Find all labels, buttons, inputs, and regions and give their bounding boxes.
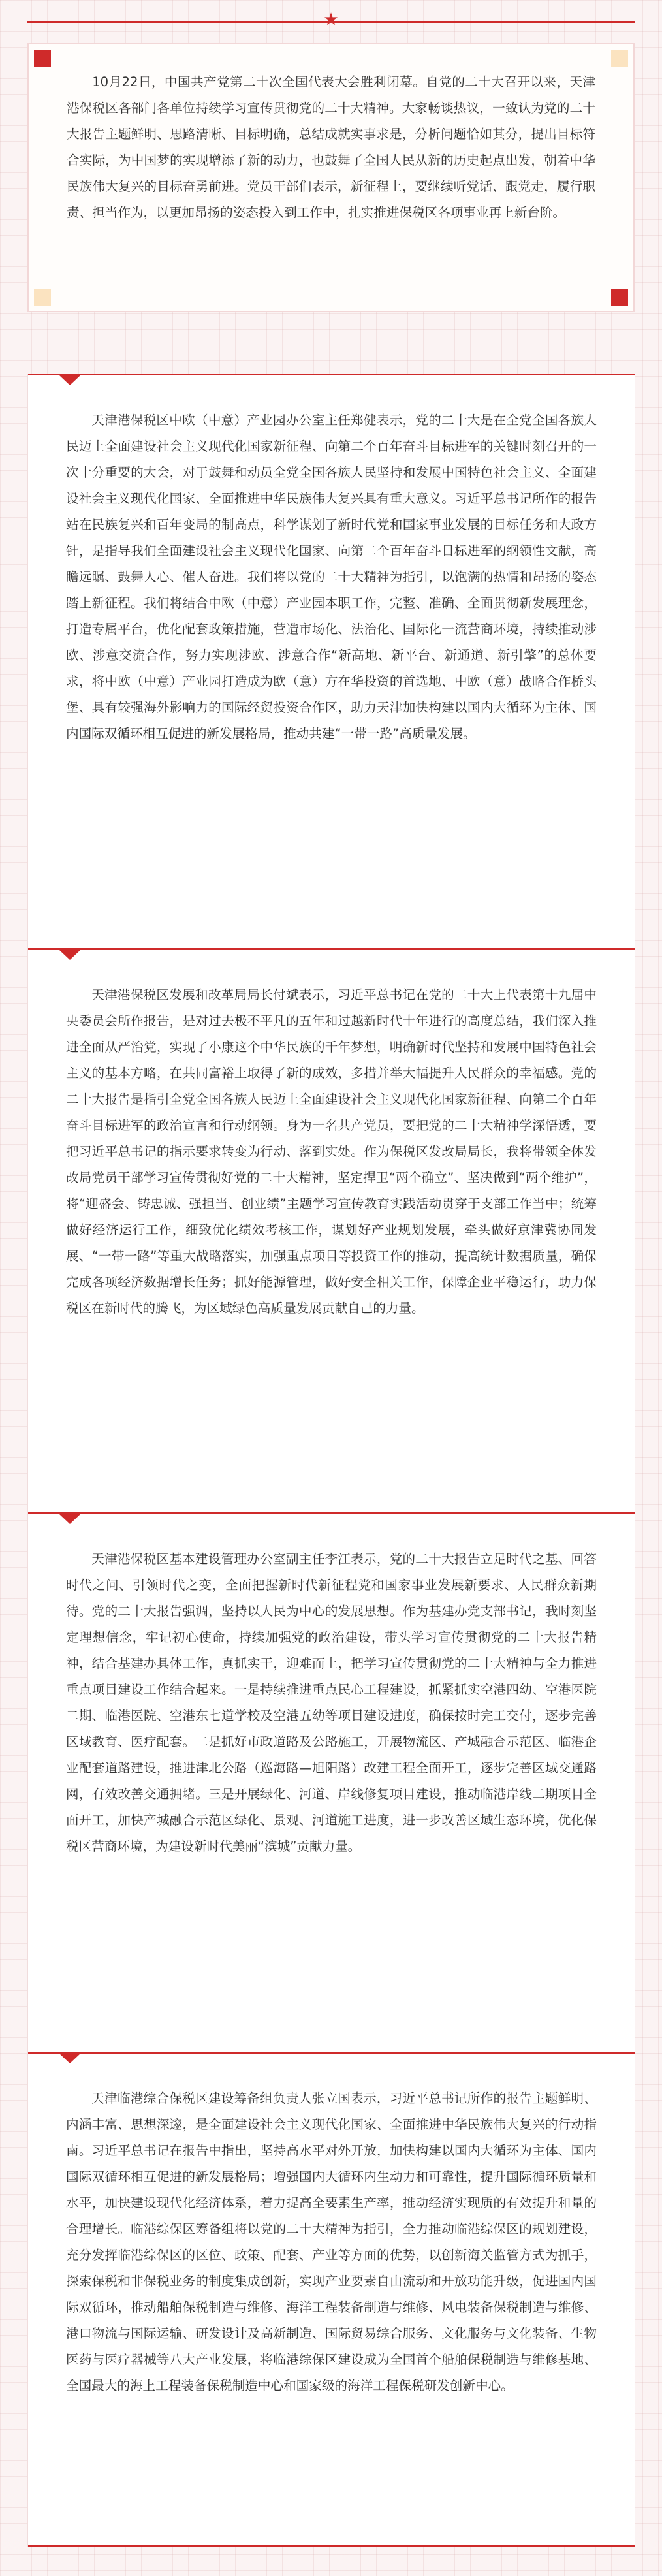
corner-square-bottom-left bbox=[34, 289, 51, 306]
corner-square-bottom-right bbox=[611, 289, 628, 306]
corner-square-top-right bbox=[611, 50, 628, 67]
card-top-bar bbox=[28, 374, 635, 375]
article-card-development-reform-bureau bbox=[27, 948, 635, 1534]
card-notch-marker bbox=[59, 1514, 80, 1524]
article-paragraph: 天津港保税区中欧（中意）产业园办公室主任郑健表示，党的二十大是在全党全国各族人民迈上全面建设社会主义现代化国家新征程、向第二个百年奋斗目标进军的关键时刻召开的一次十分重要的大会，对于鼓舞和动员全党全国各族人民坚持和发展中国特色社会主义、全面建设社会主义现代化国家、全面推进中华民族伟大复兴具有重大意义。习近平总书记所作的报告站在民族复兴和百年变局的制高点，科学谋划了新时代党和国家事业发展的目标任务和大政方针，是指导我们全面建设社会主义现代化国家、向第二个百年奋斗目标进军的纲领性文献，高瞻远瞩、鼓舞人心、催人奋进。我们将以党的二十大精神为指引，以饱满的热情和昂扬的姿态踏上新征程。我们将结合中欧（中意）产业园本职工作，完整、准确、全面贯彻新发展理念，打造专属平台，优化配套政策措施，营造市场化、法治化、国际化一流营商环境，持续推动涉欧、涉意交流合作，努力实现涉欧、涉意合作“新高地、新平台、新通道、新引擎”的总体要求，将中欧（中意）产业园打造成为欧（意）方在华投资的首选地、中欧（意）战略合作桥头堡、具有较强海外影响力的国际经贸投资合作区，助力天津加快构建以国内大循环为主体、国内国际双循环相互促进的新发展格局，推动共建“一带一路”高质量发展。 bbox=[66, 413, 597, 741]
card-notch-marker bbox=[59, 950, 80, 960]
card-bottom-bar bbox=[28, 2545, 635, 2547]
corner-square-top-left bbox=[34, 50, 51, 67]
article-card-infrastructure-office bbox=[27, 1512, 635, 2073]
card-top-bar bbox=[28, 948, 635, 950]
intro-paragraph: 10月22日，中国共产党第二十次全国代表大会胜利闭幕。自党的二十大召开以来，天津港保税区各部门各单位持续学习宣传贯彻党的二十大精神。大家畅谈热议，一致认为党的二十大报告主题鲜明、思路清晰、目标明确，总结成就实事求是，分析问题恰如其分，提出目标符合实际，为中国梦的实现增添了新的动力，也鼓舞了全国人民从新的历史起点出发，朝着中华民族伟大复兴的目标奋勇前进。党员干部们表示，新征程上，要继续听党话、跟党走，履行职责、担当作为，以更加昂扬的姿态投入到工作中，扎实推进保税区各项事业再上新台阶。 bbox=[67, 74, 595, 220]
article-paragraph: 天津港保税区发展和改革局局长付斌表示，习近平总书记在党的二十大上代表第十九届中央委员会所作报告，是对过去极不平凡的五年和过越新时代十年进行的高度总结，我们深入推进全面从严治党，实现了小康这个中华民族的千年梦想，明确新时代坚持和发展中国特色社会主义的基本方略，在共同富裕上取得了新的成效，多措并举大幅提升人民群众的幸福感。党的二十大报告是指引全党全国各族人民迈上全面建设社会主义现代化国家新征程、向第二个百年奋斗目标进军的政治宣言和行动纲领。身为一名共产党员，要把党的二十大精神学深悟透，要把习近平总书记的指示要求转变为行动、落到实处。作为保税区发改局局长，我将带领全体发改局党员干部学习宣传贯彻好党的二十大精神，坚定捍卫“两个确立”、坚决做到“两个维护”，将“迎盛会、铸忠诚、强担当、创业绩”主题学习宣传教育实践活动贯穿于支部工作当中；统筹做好经济运行工作，细致优化绩效考核工作，谋划好产业规划发展，牵头做好京津冀协同发展、“一带一路”等重大战略落实，加强重点项目等投资工作的推动，提高统计数据质量，确保完成各项经济数据增长任务；抓好能源管理，做好安全相关工作，保障企业平稳运行，助力保税区在新时代的腾飞，为区域绿色高质量发展贡献自己的力量。 bbox=[66, 987, 597, 1316]
star-icon: ★ bbox=[323, 10, 339, 29]
article-card-lingang-bonded-zone bbox=[27, 2052, 635, 2547]
card-top-bar bbox=[28, 1512, 635, 1514]
intro-card bbox=[27, 43, 635, 312]
article-paragraph: 天津临港综合保税区建设筹备组负责人张立国表示，习近平总书记所作的报告主题鲜明、内涵丰富、思想深邃，是全面建设社会主义现代化国家、全面推进中华民族伟大复兴的行动指南。习近平总书记在报告中指出，坚持高水平对外开放，加快构建以国内大循环为主体、国内国际双循环相互促进的新发展格局；增强国内大循环内生动力和可靠性，提升国际循环质量和水平，加快建设现代化经济体系，着力提高全要素生产率，推动经济实现质的有效提升和量的合理增长。临港综保区筹备组将以党的二十大精神为指引，全力推动临港综保区的规划建设，充分发挥临港综保区的区位、政策、配套、产业等方面的优势，以创新海关监管方式为抓手，探索保税和非保税业务的制度集成创新，实现产业要素自由流动和开放功能升级，促进国内国际双循环，推动船舶保税制造与维修、海洋工程装备制造与维修、风电装备保税制造与维修、港口物流与国际运输、研发设计及高新制造、国际贸易综合服务、文化服务与文化装备、生物医药与医疗器械等八大产业发展，将临港综保区建设成为全国首个船舶保税制造与维修基地、全国最大的海上工程装备保税制造中心和国家级的海洋工程保税研发创新中心。 bbox=[66, 2091, 597, 2393]
card-notch-marker bbox=[59, 375, 80, 385]
article-paragraph: 天津港保税区基本建设管理办公室副主任李江表示，党的二十大报告立足时代之基、回答时代之问、引领时代之变，全面把握新时代新征程党和国家事业发展新要求、人民群众新期待。党的二十大报告强调，坚持以人民为中心的发展思想。作为基建办党支部书记，我时刻坚定理想信念，牢记初心使命，持续加强党的政治建设，带头学习宣传贯彻党的二十大报告精神，结合基建办具体工作，真抓实干，迎难而上，把学习宣传贯彻党的二十大精神与全力推进重点项目建设工作结合起来。一是持续推进重点民心工程建设，抓紧抓实空港四幼、空港医院二期、临港医院、空港东七道学校及空港五幼等项目建设进度，确保按时完工交付，逐步完善区域教育、医疗配套。二是抓好市政道路及公路施工，开展物流区、产城融合示范区、临港企业配套道路建设，推进津北公路（巡海路—旭阳路）改建工程全面开工，逐步完善区域交通路网，有效改善交通拥堵。三是开展绿化、河道、岸线修复项目建设，推动临港岸线二期项目全面开工，加快产城融合示范区绿化、景观、河道施工进度，进一步改善区域生态环境，优化保税区营商环境，为建设新时代美丽“滨城”贡献力量。 bbox=[66, 1551, 597, 1854]
card-top-bar bbox=[28, 2052, 635, 2054]
article-card-zhongou-industrial-park bbox=[27, 374, 635, 952]
card-notch-marker bbox=[59, 2054, 80, 2063]
